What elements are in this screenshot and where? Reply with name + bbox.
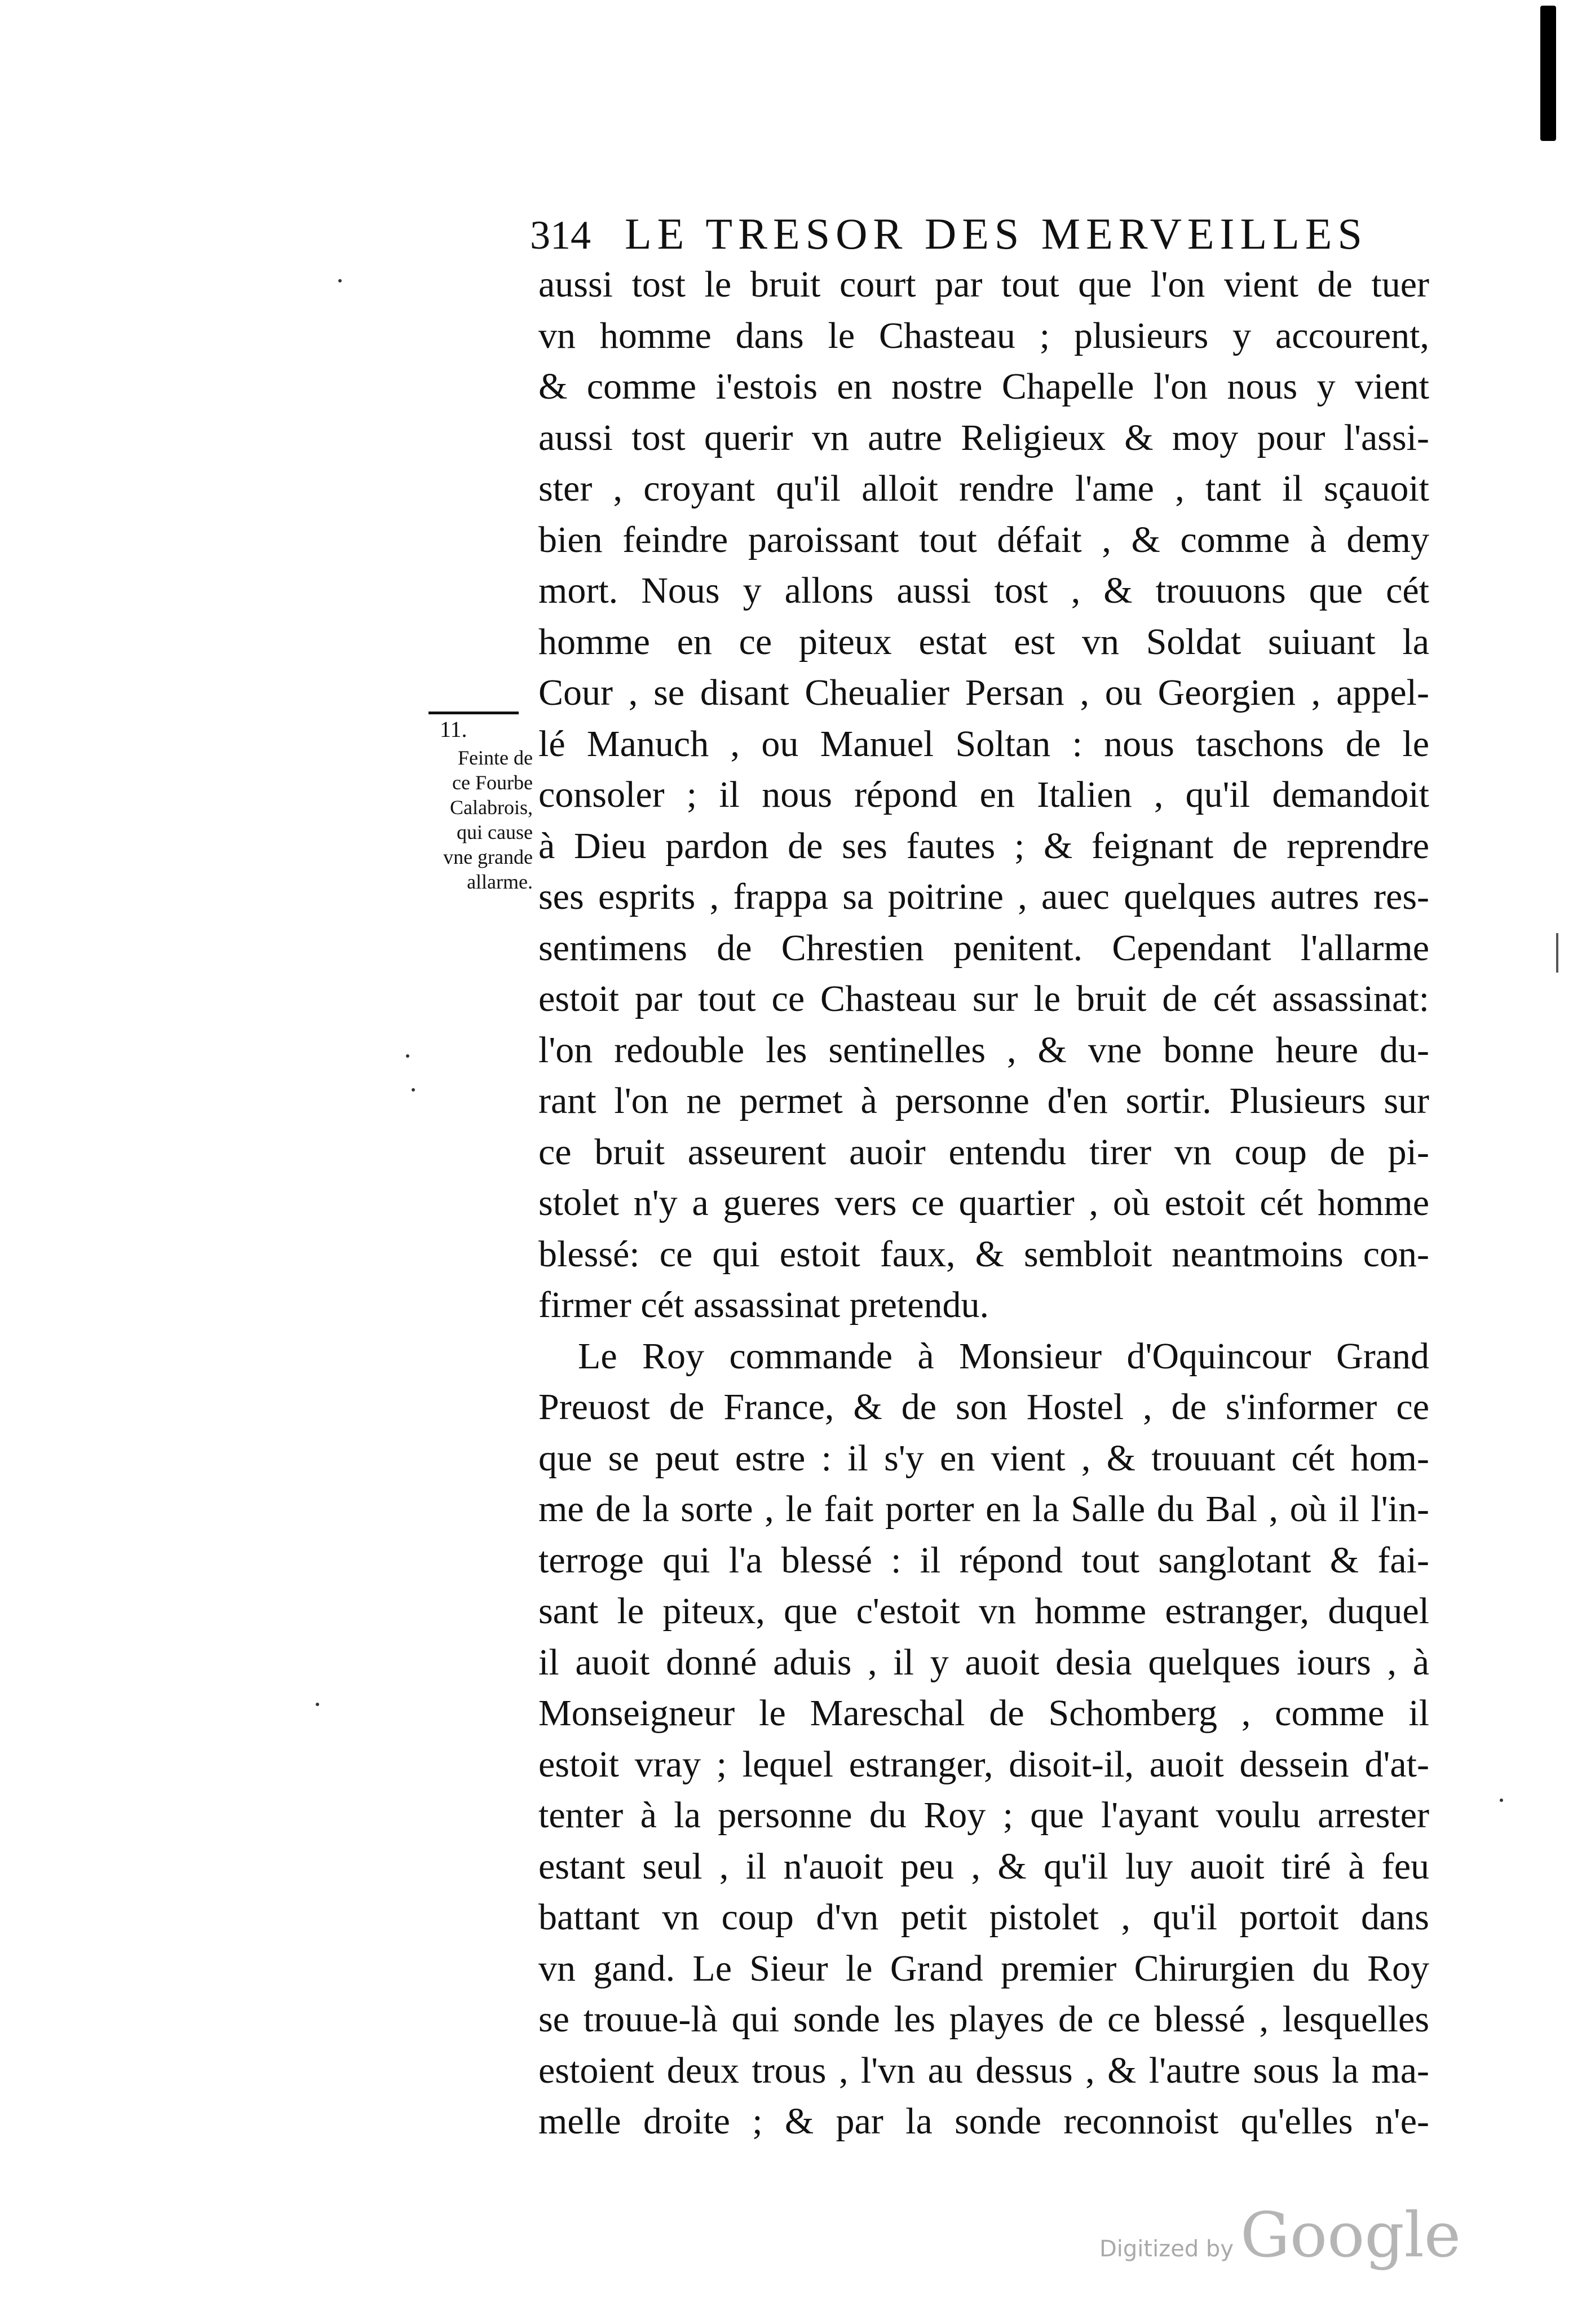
text-line: il auoit donné aduis , il y auoit desia quelques iours , à xyxy=(538,1641,1429,1683)
text-line: aussi tost le bruit court par tout que l'on vient de tuer xyxy=(538,264,1429,305)
text-line: Cour , se disant Cheualier Persan , ou Georgien , appel- xyxy=(538,672,1429,713)
body-text xyxy=(538,259,1429,2148)
text-line: sentimens de Chrestien penitent. Cependant l'allarme xyxy=(538,927,1429,969)
text-line: estoit vray ; lequel estranger, disoit-il, auoit dessein d'at- xyxy=(538,1743,1429,1785)
text-line: me de la sorte , le fait porter en la Salle du Bal , où il l'in- xyxy=(538,1488,1429,1530)
text-line: blessé: ce qui estoit faux, & sembloit neantmoins con- xyxy=(538,1233,1429,1275)
marginal-note-line: vne grande xyxy=(443,846,533,868)
text-line: firmer cét assassinat pretendu. xyxy=(538,1284,989,1326)
text-line: ster , croyant qu'il alloit rendre l'ame , tant il sçauoit xyxy=(538,468,1429,509)
text-line: Monseigneur le Mareschal de Schomberg , comme il xyxy=(538,1693,1429,1734)
text-line: sant le piteux, que c'estoit vn homme estranger, duquel xyxy=(538,1590,1429,1632)
marginal-note-number: 11. xyxy=(440,717,467,742)
text-line: tenter à la personne du Roy ; que l'ayant voulu arrester xyxy=(538,1795,1429,1836)
text-line: melle droite ; & par la sonde reconnoist qu'elles n'e- xyxy=(538,2101,1429,2142)
text-line: Le Roy commande à Monsieur d'Oquincour Grand xyxy=(578,1335,1429,1377)
text-line: mort. Nous y allons aussi tost , & trouuons que cét xyxy=(538,570,1429,611)
text-line: à Dieu pardon de ses fautes ; & feignant de reprendre xyxy=(538,825,1429,867)
marginal-note xyxy=(417,717,533,894)
digitization-watermark xyxy=(1099,2199,1461,2271)
text-line: Preuost de France, & de son Hostel , de s'informer ce xyxy=(538,1386,1429,1428)
text-line: que se peut estre : il s'y en vient , & trouuant cét hom- xyxy=(538,1437,1429,1479)
text-line: vn gand. Le Sieur le Grand premier Chirurgien du Roy xyxy=(538,1947,1429,1989)
text-line: estoit par tout ce Chasteau sur le bruit de cét assassinat: xyxy=(538,978,1429,1019)
text-line: se trouue-là qui sonde les playes de ce blessé , lesquelles xyxy=(538,1999,1429,2040)
watermark-prefix: Digitized by xyxy=(1099,2236,1234,2262)
text-line: consoler ; il nous répond en Italien , qu'il demandoit xyxy=(538,774,1429,815)
text-line: estant seul , il n'auoit peu , & qu'il luy auoit tiré à feu xyxy=(538,1845,1429,1887)
text-line: lé Manuch , ou Manuel Soltan : nous taschons de le xyxy=(538,723,1429,765)
page-number: 314 xyxy=(530,213,591,258)
text-line: ce bruit asseurent auoir entendu tirer vn coup de pi- xyxy=(538,1131,1429,1173)
text-line: rant l'on ne permet à personne d'en sortir. Plusieurs sur xyxy=(538,1080,1429,1121)
text-line: vn homme dans le Chasteau ; plusieurs y accourent, xyxy=(538,315,1429,356)
ink-speck xyxy=(406,1054,409,1058)
text-line: & comme i'estois en nostre Chapelle l'on nous y vient xyxy=(538,366,1429,407)
text-line: aussi tost querir vn autre Religieux & moy pour l'assi- xyxy=(538,417,1429,458)
marginal-note-line: Calabrois, xyxy=(450,796,533,819)
ink-speck xyxy=(316,1703,319,1706)
ink-speck xyxy=(412,1088,415,1092)
marginal-note-line: allarme. xyxy=(467,871,533,893)
page-mark xyxy=(1556,933,1558,973)
google-logo: Google xyxy=(1240,2199,1461,2271)
text-line: homme en ce piteux estat est vn Soldat suiuant la xyxy=(538,621,1429,662)
page-edge-shadow xyxy=(1540,6,1556,141)
running-title: LE TRESOR DES MERVEILLES xyxy=(625,209,1368,258)
marginal-note-line: Feinte de xyxy=(458,746,533,769)
text-line: terroge qui l'a blessé : il répond tout sanglotant & fai- xyxy=(538,1539,1429,1581)
text-line: ses esprits , frappa sa poitrine , auec quelques autres res- xyxy=(538,876,1429,917)
marginal-note-line: qui cause xyxy=(457,821,533,843)
marginal-note-line: ce Fourbe xyxy=(452,771,533,794)
text-line: battant vn coup d'vn petit pistolet , qu'il portoit dans xyxy=(538,1897,1429,1938)
margin-rule xyxy=(428,712,519,714)
text-line: estoient deux trous , l'vn au dessus , & l'autre sous la ma- xyxy=(538,2049,1429,2091)
text-line: stolet n'y a gueres vers ce quartier , où estoit cét homme xyxy=(538,1182,1429,1223)
ink-speck xyxy=(1500,1799,1503,1802)
text-line: l'on redouble les sentinelles , & vne bonne heure du- xyxy=(538,1029,1429,1071)
ink-speck xyxy=(338,279,342,282)
text-line: bien feindre paroissant tout défait , & comme à demy xyxy=(538,519,1429,560)
